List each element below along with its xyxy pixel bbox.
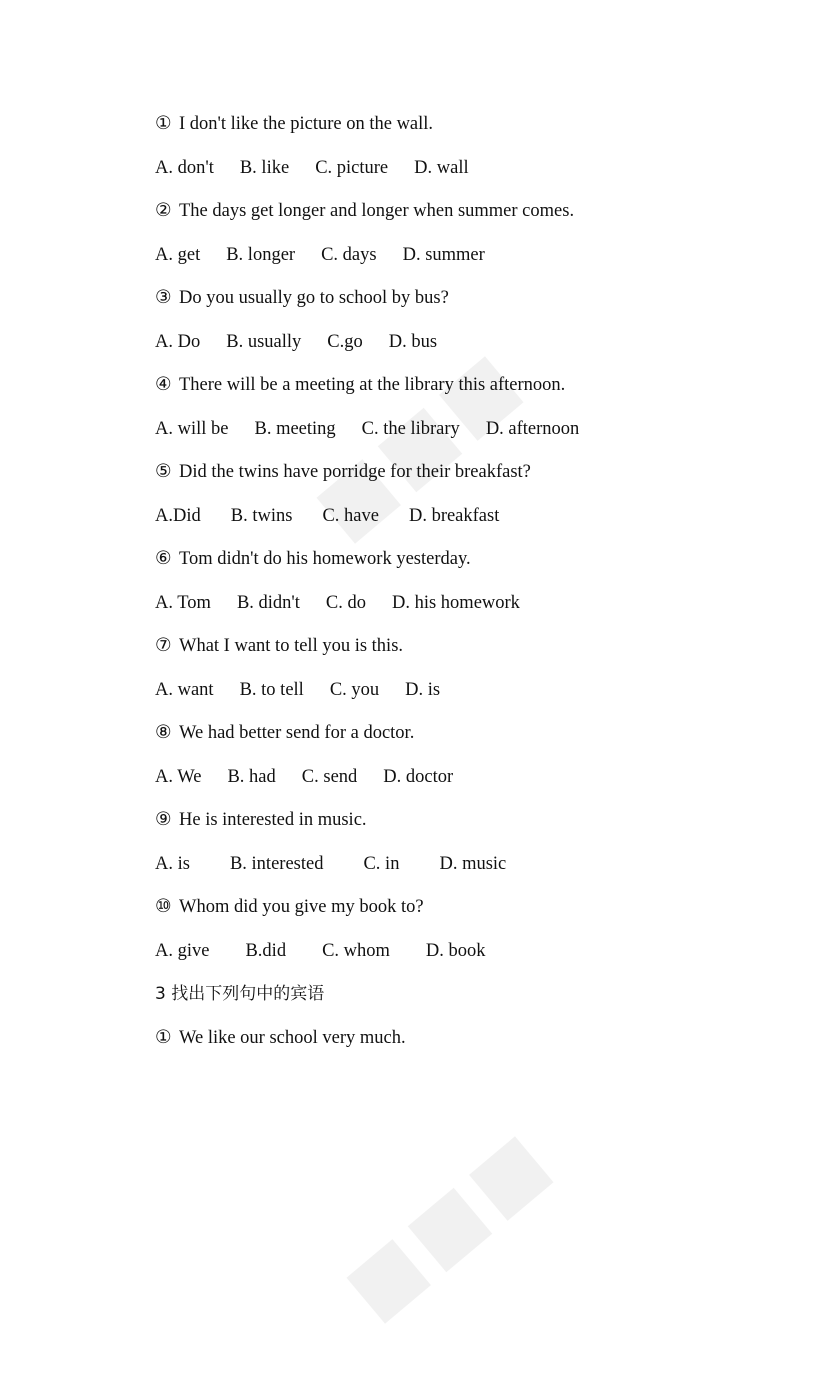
- option-d: D. is: [405, 679, 441, 700]
- option-d: D. book: [425, 940, 486, 961]
- question-number: ②: [155, 201, 172, 221]
- question-text: What I want to tell you is this.: [179, 636, 404, 656]
- option-b: B. had: [227, 766, 276, 787]
- options-line: [155, 676, 775, 720]
- watermark-logo: [300, 1080, 600, 1380]
- question-number: ⑧: [155, 723, 172, 743]
- question-line: [155, 458, 775, 502]
- section-heading: 3 找出下列句中的宾语: [155, 984, 325, 1004]
- question-number: ⑦: [155, 636, 172, 656]
- option-d: D. wall: [414, 157, 469, 178]
- option-c: C.go: [327, 331, 363, 352]
- option-c: C. you: [329, 679, 380, 700]
- question-text: Do you usually go to school by bus?: [179, 288, 449, 308]
- question-number: ⑩: [155, 897, 172, 917]
- question-text: We had better send for a doctor.: [179, 723, 415, 743]
- option-c: C. whom: [322, 940, 390, 961]
- option-d: D. his homework: [391, 592, 520, 613]
- option-a: A.Did: [155, 505, 201, 526]
- question-text: Tom didn't do his homework yesterday.: [179, 549, 471, 569]
- question-text: There will be a meeting at the library this afternoon.: [179, 375, 566, 395]
- option-a: A. get: [155, 244, 201, 265]
- question-line: [155, 371, 775, 415]
- option-a: A. Tom: [155, 592, 211, 613]
- question-line: [155, 545, 775, 589]
- question-number: ③: [155, 288, 172, 308]
- question-number: ④: [155, 375, 172, 395]
- option-b: B. like: [239, 157, 290, 178]
- option-a: A. don't: [155, 157, 214, 178]
- options-line: [155, 589, 775, 633]
- option-b: B. interested: [229, 853, 324, 874]
- option-a: A. is: [155, 853, 190, 874]
- question-line: [155, 893, 775, 937]
- question-text: Did the twins have porridge for their breakfast?: [179, 462, 531, 482]
- option-a: A. want: [155, 679, 214, 700]
- option-c: C. days: [321, 244, 377, 265]
- options-line: [155, 763, 775, 807]
- option-a: A. We: [155, 766, 202, 787]
- option-d: D. doctor: [383, 766, 454, 787]
- question-line: [155, 806, 775, 850]
- question-line: [155, 719, 775, 763]
- option-d: D. afternoon: [485, 418, 580, 439]
- option-c: C. the library: [361, 418, 460, 439]
- option-b: B. meeting: [254, 418, 336, 439]
- option-d: D. music: [439, 853, 507, 874]
- option-c: C. in: [363, 853, 400, 874]
- option-c: C. picture: [315, 157, 389, 178]
- question-number: ⑤: [155, 462, 172, 482]
- option-b: B. didn't: [236, 592, 300, 613]
- option-a: A. will be: [155, 418, 229, 439]
- option-d: D. summer: [402, 244, 485, 265]
- option-b: B. longer: [226, 244, 296, 265]
- option-c: C. have: [322, 505, 379, 526]
- question-text: We like our school very much.: [179, 1027, 406, 1048]
- option-a: A. Do: [155, 331, 201, 352]
- option-b: B.did: [245, 940, 287, 961]
- options-line: [155, 850, 775, 894]
- options-line: [155, 154, 775, 198]
- option-b: B. usually: [226, 331, 302, 352]
- question-number: ①: [155, 114, 172, 134]
- question-line: [155, 197, 775, 241]
- option-d: D. breakfast: [408, 505, 500, 526]
- options-line: [155, 328, 775, 372]
- question-text: He is interested in music.: [179, 810, 367, 830]
- question-line: [155, 284, 775, 328]
- question-line: [155, 632, 775, 676]
- option-a: A. give: [155, 940, 210, 961]
- option-b: B. twins: [230, 505, 293, 526]
- question-text: I don't like the picture on the wall.: [179, 114, 434, 134]
- question-line: [155, 110, 775, 154]
- question-number: ⑨: [155, 810, 172, 830]
- options-line: [155, 415, 775, 459]
- option-c: C. do: [325, 592, 366, 613]
- question-text: The days get longer and longer when summer comes.: [179, 201, 575, 221]
- question-number: ①: [155, 1027, 172, 1048]
- question-number: ⑥: [155, 549, 172, 569]
- document-body: [155, 110, 775, 1067]
- question-text: Whom did you give my book to?: [179, 897, 424, 917]
- option-c: C. send: [301, 766, 358, 787]
- options-line: [155, 937, 775, 981]
- option-b: B. to tell: [239, 679, 304, 700]
- options-line: [155, 241, 775, 285]
- question-line: [155, 1024, 775, 1068]
- option-d: D. bus: [388, 331, 438, 352]
- options-line: [155, 502, 775, 546]
